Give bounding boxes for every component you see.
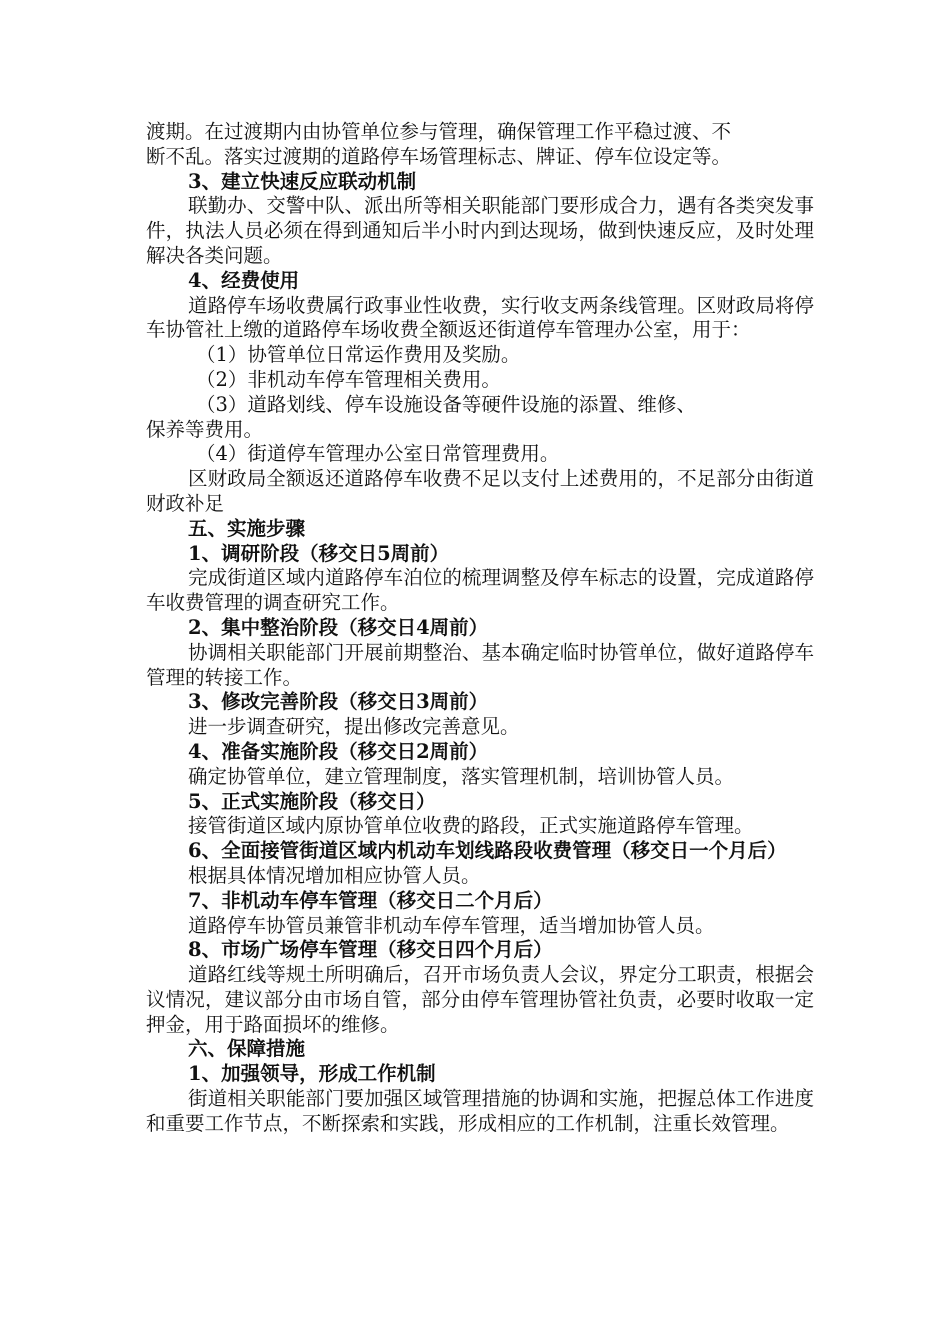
- list-item-continuation: 保养等费用。: [146, 417, 264, 441]
- paragraph: 道路停车场收费属行政事业性收费，实行收支两条线管理。区财政局将停车协管社上缴的道路停车场收费全额返还街道停车管理办公室，用于：: [146, 293, 814, 342]
- section-heading: 3、建立快速反应联动机制: [188, 169, 417, 193]
- body-text-line: 渡期。在过渡期内由协管单位参与管理，确保管理工作平稳过渡、不: [146, 120, 732, 143]
- paragraph: 联勤办、交警中队、派出所等相关职能部门要形成合力，遇有各类突发事件，执法人员必须在得到通知后半小时内到达现场，做到快速反应，及时处理解决各类问题。: [146, 194, 814, 267]
- section-heading: 5、正式实施阶段（移交日）: [188, 789, 436, 813]
- chapter-heading: 六、保障措施: [188, 1037, 306, 1061]
- list-item: （2）非机动车停车管理相关费用。: [196, 367, 501, 391]
- document-page: [146, 120, 814, 1137]
- paragraph: 区财政局全额返还道路停车收费不足以支付上述费用的，不足部分由街道财政补足: [146, 467, 814, 515]
- paragraph: 街道相关职能部门要加强区域管理措施的协调和实施，把握总体工作进度和重要工作节点，不断探索和实践，形成相应的工作机制，注重长效管理。: [146, 1087, 814, 1135]
- body-text-line: 进一步调查研究，提出修改完善意见。: [188, 715, 520, 739]
- body-text-line: 根据具体情况增加相应协管人员。: [188, 863, 481, 887]
- section-heading: 1、加强领导，形成工作机制: [188, 1062, 436, 1086]
- section-heading: 4、经费使用: [188, 268, 300, 292]
- body-text-line: 接管街道区域内原协管单位收费的路段，正式实施道路停车管理。: [188, 814, 754, 838]
- list-item: （1）协管单位日常运作费用及奖励。: [196, 343, 521, 367]
- section-heading: 2、集中整治阶段（移交日4周前）: [188, 615, 489, 639]
- paragraph: 道路红线等规土所明确后，召开市场负责人会议，界定分工职责，根据会议情况，建议部分由市场自管，部分由停车管理协管社负责，必要时收取一定押金，用于路面损坏的维修。: [146, 963, 814, 1036]
- section-heading: 6、全面接管街道区域内机动车划线路段收费管理（移交日一个月后）: [188, 839, 787, 863]
- body-text-line: 道路停车协管员兼管非机动车停车管理，适当增加协管人员。: [188, 913, 715, 937]
- body-text-line: 确定协管单位，建立管理制度，落实管理机制，培训协管人员。: [188, 764, 735, 788]
- section-heading: 4、准备实施阶段（移交日2周前）: [188, 739, 489, 763]
- list-item: （4）街道停车管理办公室日常管理费用。: [196, 442, 560, 466]
- body-text-line: 断不乱。落实过渡期的道路停车场管理标志、牌证、停车位设定等。: [146, 144, 732, 168]
- section-heading: 8、市场广场停车管理（移交日四个月后）: [188, 938, 553, 962]
- chapter-heading: 五、实施步骤: [188, 516, 306, 540]
- paragraph: 完成街道区域内道路停车泊位的梳理调整及停车标志的设置，完成道路停车收费管理的调查研究工作。: [146, 566, 814, 615]
- section-heading: 3、修改完善阶段（移交日3周前）: [188, 690, 489, 714]
- paragraph: 协调相关职能部门开展前期整治、基本确定临时协管单位，做好道路停车管理的转接工作。: [146, 640, 814, 689]
- section-heading: 1、调研阶段（移交日5周前）: [188, 541, 450, 565]
- list-item: （3）道路划线、停车设施设备等硬件设施的添置、维修、: [196, 392, 696, 416]
- section-heading: 7、非机动车停车管理（移交日二个月后）: [188, 888, 553, 912]
